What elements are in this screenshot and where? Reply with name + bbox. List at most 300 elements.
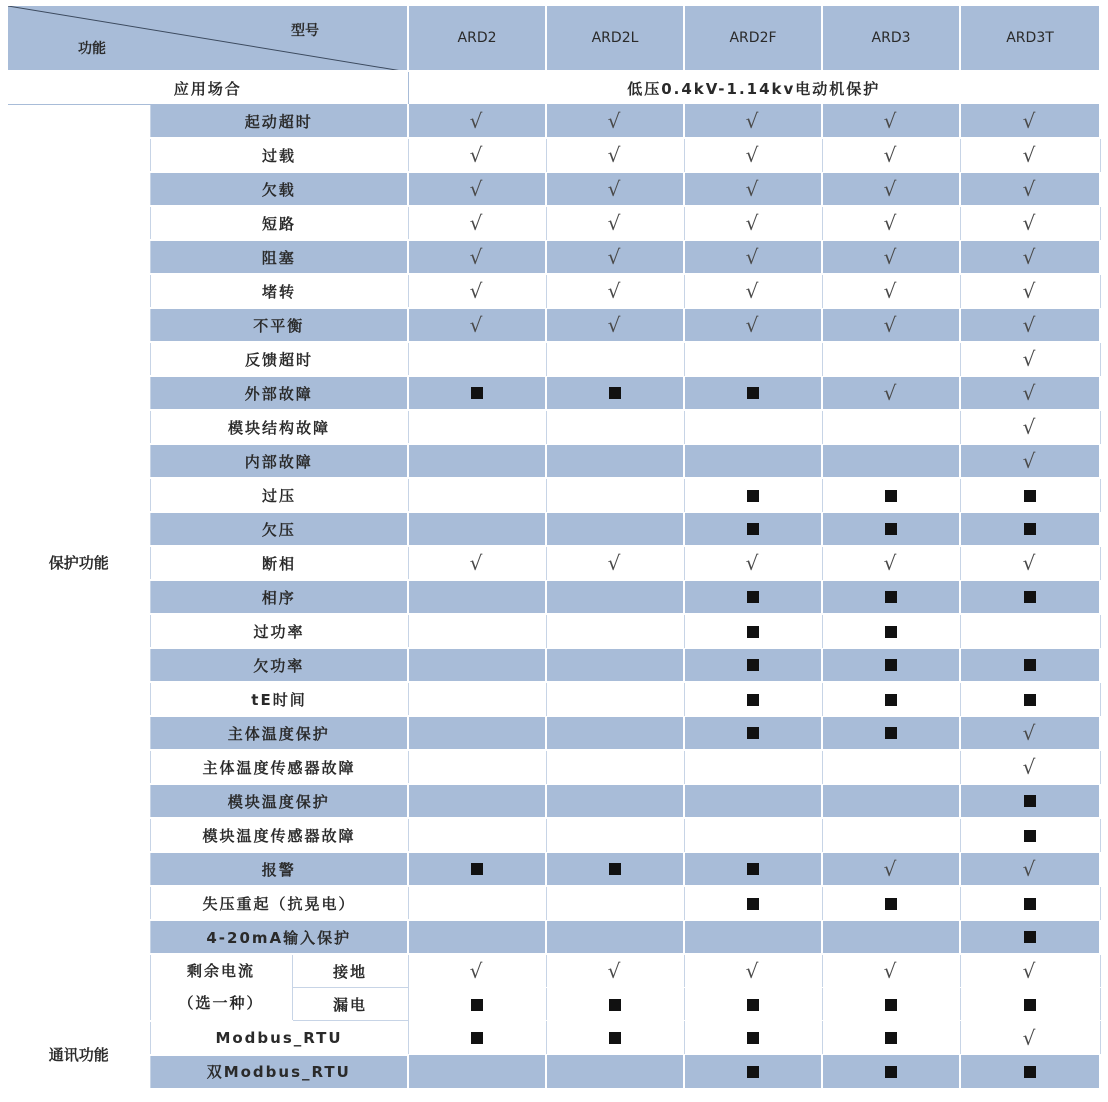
feature-row xyxy=(8,172,1100,206)
feature-label: 4-20mA输入保护 xyxy=(150,920,408,954)
value-cell xyxy=(684,240,822,274)
filled-square-icon xyxy=(1024,795,1036,807)
feature-label: 双Modbus_RTU xyxy=(150,1055,408,1089)
filled-square-icon xyxy=(885,1032,897,1044)
value-cell xyxy=(546,308,684,342)
feature-row xyxy=(8,716,1100,750)
filled-square-icon xyxy=(885,999,897,1011)
value-cell xyxy=(546,750,684,784)
value-cell xyxy=(822,920,960,954)
check-mark-icon: √ xyxy=(745,211,761,236)
value-cell xyxy=(960,1055,1100,1089)
filled-square-icon xyxy=(747,727,759,739)
value-cell xyxy=(822,750,960,784)
value-cell xyxy=(408,444,546,478)
filled-square-icon xyxy=(1024,1066,1036,1078)
value-cell xyxy=(960,342,1100,376)
value-cell xyxy=(408,682,546,716)
value-cell xyxy=(546,512,684,546)
check-mark-icon: √ xyxy=(469,109,485,133)
check-mark-icon: √ xyxy=(745,312,761,337)
value-cell xyxy=(822,172,960,206)
value-cell xyxy=(408,512,546,546)
filled-square-icon xyxy=(471,863,483,875)
feature-row xyxy=(8,444,1100,478)
value-cell xyxy=(822,988,960,1021)
filled-square-icon xyxy=(747,659,759,671)
value-cell xyxy=(822,1021,960,1055)
feature-row xyxy=(8,818,1100,852)
check-mark-icon: √ xyxy=(607,143,623,168)
value-cell xyxy=(684,1021,822,1055)
value-cell xyxy=(546,920,684,954)
check-mark-icon: √ xyxy=(1022,380,1038,405)
check-mark-icon: √ xyxy=(469,211,485,236)
value-cell xyxy=(960,750,1100,784)
feature-label: 漏电 xyxy=(292,988,408,1021)
feature-row xyxy=(8,138,1100,172)
value-cell xyxy=(822,410,960,444)
value-cell xyxy=(408,1055,546,1089)
check-mark-icon: √ xyxy=(1022,279,1038,304)
model-header-ard2: ARD2 xyxy=(408,6,546,71)
feature-row xyxy=(8,1055,1100,1089)
value-cell xyxy=(408,172,546,206)
category-communication: 通讯功能 xyxy=(8,1021,150,1089)
function-comparison-table xyxy=(8,6,1101,1090)
value-cell xyxy=(684,410,822,444)
value-cell xyxy=(408,478,546,512)
value-cell xyxy=(822,614,960,648)
value-cell xyxy=(822,138,960,172)
value-cell xyxy=(960,376,1100,410)
filled-square-icon xyxy=(747,1066,759,1078)
feature-label: tE时间 xyxy=(150,682,408,716)
check-mark-icon: √ xyxy=(469,176,485,201)
filled-square-icon xyxy=(471,1032,483,1044)
value-cell xyxy=(408,308,546,342)
value-cell xyxy=(960,580,1100,614)
check-mark-icon: √ xyxy=(883,143,899,168)
value-cell xyxy=(546,172,684,206)
value-cell xyxy=(684,342,822,376)
feature-label: 失压重起（抗晃电） xyxy=(150,886,408,920)
check-mark-icon: √ xyxy=(745,143,761,168)
model-header-ard3t: ARD3T xyxy=(960,6,1100,71)
value-cell xyxy=(684,580,822,614)
feature-row xyxy=(8,648,1100,682)
check-mark-icon: √ xyxy=(1022,312,1038,337)
application-value: 低压0.4kV-1.14kv电动机保护 xyxy=(408,71,1100,105)
filled-square-icon xyxy=(609,999,621,1011)
value-cell xyxy=(960,920,1100,954)
value-cell xyxy=(684,105,822,139)
feature-label: 主体温度传感器故障 xyxy=(150,750,408,784)
check-mark-icon: √ xyxy=(469,244,485,269)
residual-current-label-line1: 剩余电流 xyxy=(186,962,255,981)
value-cell xyxy=(546,376,684,410)
value-cell xyxy=(546,206,684,240)
check-mark-icon: √ xyxy=(883,244,899,269)
feature-row xyxy=(8,478,1100,512)
value-cell xyxy=(684,750,822,784)
value-cell xyxy=(408,988,546,1021)
feature-label: 反馈超时 xyxy=(150,342,408,376)
filled-square-icon xyxy=(885,727,897,739)
check-mark-icon: √ xyxy=(469,312,485,337)
check-mark-icon: √ xyxy=(883,211,899,236)
value-cell xyxy=(546,274,684,308)
check-mark-icon: √ xyxy=(883,176,899,201)
feature-label: 不平衡 xyxy=(150,308,408,342)
feature-label: 欠载 xyxy=(150,172,408,206)
check-mark-icon: √ xyxy=(883,551,899,576)
feature-label: 报警 xyxy=(150,852,408,886)
header-row xyxy=(8,6,1100,71)
check-mark-icon: √ xyxy=(1022,415,1038,440)
value-cell xyxy=(960,648,1100,682)
residual-current-label xyxy=(150,954,292,1021)
filled-square-icon xyxy=(747,898,759,910)
value-cell xyxy=(408,342,546,376)
value-cell xyxy=(684,274,822,308)
check-mark-icon: √ xyxy=(1022,176,1038,201)
value-cell xyxy=(822,784,960,818)
filled-square-icon xyxy=(1024,999,1036,1011)
value-cell xyxy=(546,784,684,818)
value-cell xyxy=(960,172,1100,206)
feature-row xyxy=(8,274,1100,308)
value-cell xyxy=(546,410,684,444)
value-cell xyxy=(408,206,546,240)
feature-row xyxy=(8,105,1100,139)
feature-row xyxy=(8,920,1100,954)
filled-square-icon xyxy=(885,659,897,671)
value-cell xyxy=(546,105,684,139)
filled-square-icon xyxy=(747,626,759,638)
value-cell xyxy=(960,614,1100,648)
corner-row-label: 功能 xyxy=(78,41,106,57)
feature-label: 断相 xyxy=(150,546,408,580)
feature-row xyxy=(8,546,1100,580)
filled-square-icon xyxy=(885,626,897,638)
check-mark-icon: √ xyxy=(745,244,761,269)
value-cell xyxy=(822,478,960,512)
value-cell xyxy=(408,920,546,954)
feature-label: 短路 xyxy=(150,206,408,240)
model-header-ard3: ARD3 xyxy=(822,6,960,71)
value-cell xyxy=(822,682,960,716)
value-cell xyxy=(960,682,1100,716)
value-cell xyxy=(546,138,684,172)
filled-square-icon xyxy=(885,490,897,502)
check-mark-icon: √ xyxy=(1022,959,1038,983)
check-mark-icon: √ xyxy=(745,959,761,983)
value-cell xyxy=(960,512,1100,546)
value-cell xyxy=(684,784,822,818)
value-cell xyxy=(684,954,822,988)
value-cell xyxy=(822,240,960,274)
check-mark-icon: √ xyxy=(469,143,485,168)
value-cell xyxy=(822,444,960,478)
check-mark-icon: √ xyxy=(607,176,623,201)
feature-row xyxy=(8,308,1100,342)
feature-label: 接地 xyxy=(292,954,408,988)
value-cell xyxy=(408,818,546,852)
model-header-ard2f: ARD2F xyxy=(684,6,822,71)
value-cell xyxy=(960,716,1100,750)
value-cell xyxy=(822,886,960,920)
corner-header-cell xyxy=(8,6,408,71)
value-cell xyxy=(408,138,546,172)
check-mark-icon: √ xyxy=(469,959,485,983)
value-cell xyxy=(408,580,546,614)
check-mark-icon: √ xyxy=(745,176,761,201)
filled-square-icon xyxy=(1024,591,1036,603)
value-cell xyxy=(684,512,822,546)
feature-row xyxy=(8,852,1100,886)
feature-row xyxy=(8,614,1100,648)
value-cell xyxy=(408,410,546,444)
check-mark-icon: √ xyxy=(1022,143,1038,168)
filled-square-icon xyxy=(1024,490,1036,502)
category-protection: 保护功能 xyxy=(8,105,150,1021)
value-cell xyxy=(684,614,822,648)
feature-row xyxy=(8,342,1100,376)
filled-square-icon xyxy=(747,490,759,502)
feature-label: 模块温度传感器故障 xyxy=(150,818,408,852)
filled-square-icon xyxy=(747,999,759,1011)
value-cell xyxy=(546,614,684,648)
feature-row xyxy=(8,410,1100,444)
value-cell xyxy=(408,852,546,886)
value-cell xyxy=(960,546,1100,580)
feature-label: 过载 xyxy=(150,138,408,172)
value-cell xyxy=(684,852,822,886)
check-mark-icon: √ xyxy=(883,856,899,881)
value-cell xyxy=(822,308,960,342)
corner-diagonal-line xyxy=(8,6,408,71)
feature-label: 过功率 xyxy=(150,614,408,648)
corner-col-label: 型号 xyxy=(291,23,320,39)
value-cell xyxy=(546,818,684,852)
filled-square-icon xyxy=(1024,898,1036,910)
application-row xyxy=(8,71,1100,105)
application-label: 应用场合 xyxy=(8,71,408,105)
feature-label: 起动超时 xyxy=(150,105,408,139)
value-cell xyxy=(684,546,822,580)
value-cell xyxy=(960,784,1100,818)
value-cell xyxy=(684,886,822,920)
feature-row xyxy=(8,682,1100,716)
value-cell xyxy=(822,852,960,886)
filled-square-icon xyxy=(885,1066,897,1078)
value-cell xyxy=(546,444,684,478)
check-mark-icon: √ xyxy=(607,959,623,983)
value-cell xyxy=(684,444,822,478)
check-mark-icon: √ xyxy=(1022,448,1038,473)
value-cell xyxy=(960,274,1100,308)
value-cell xyxy=(960,818,1100,852)
value-cell xyxy=(684,920,822,954)
value-cell xyxy=(408,376,546,410)
feature-label: 过压 xyxy=(150,478,408,512)
check-mark-icon: √ xyxy=(1022,244,1038,269)
value-cell xyxy=(822,954,960,988)
value-cell xyxy=(684,1055,822,1089)
model-header-ard2l: ARD2L xyxy=(546,6,684,71)
check-mark-icon: √ xyxy=(1022,347,1038,372)
value-cell xyxy=(408,954,546,988)
feature-label: Modbus_RTU xyxy=(150,1021,408,1055)
feature-row xyxy=(8,954,1100,988)
check-mark-icon: √ xyxy=(607,551,623,576)
feature-row xyxy=(8,784,1100,818)
value-cell xyxy=(684,138,822,172)
value-cell xyxy=(822,716,960,750)
value-cell xyxy=(822,376,960,410)
filled-square-icon xyxy=(747,694,759,706)
filled-square-icon xyxy=(609,387,621,399)
value-cell xyxy=(822,818,960,852)
check-mark-icon: √ xyxy=(469,279,485,304)
filled-square-icon xyxy=(747,523,759,535)
feature-label: 堵转 xyxy=(150,274,408,308)
value-cell xyxy=(408,648,546,682)
feature-label: 阻塞 xyxy=(150,240,408,274)
check-mark-icon: √ xyxy=(607,244,623,269)
value-cell xyxy=(546,478,684,512)
feature-row xyxy=(8,512,1100,546)
value-cell xyxy=(546,1021,684,1055)
value-cell xyxy=(684,682,822,716)
value-cell xyxy=(960,206,1100,240)
value-cell xyxy=(684,206,822,240)
check-mark-icon: √ xyxy=(1022,755,1038,780)
value-cell xyxy=(408,614,546,648)
filled-square-icon xyxy=(1024,659,1036,671)
value-cell xyxy=(408,886,546,920)
filled-square-icon xyxy=(747,863,759,875)
value-cell xyxy=(546,1055,684,1089)
check-mark-icon: √ xyxy=(883,109,899,133)
value-cell xyxy=(822,580,960,614)
filled-square-icon xyxy=(471,999,483,1011)
value-cell xyxy=(546,240,684,274)
value-cell xyxy=(684,716,822,750)
value-cell xyxy=(960,240,1100,274)
filled-square-icon xyxy=(885,694,897,706)
check-mark-icon: √ xyxy=(607,279,623,304)
value-cell xyxy=(546,682,684,716)
filled-square-icon xyxy=(747,591,759,603)
value-cell xyxy=(408,274,546,308)
check-mark-icon: √ xyxy=(883,312,899,337)
value-cell xyxy=(960,410,1100,444)
check-mark-icon: √ xyxy=(883,380,899,405)
value-cell xyxy=(408,105,546,139)
feature-row xyxy=(8,1021,1100,1055)
feature-row xyxy=(8,206,1100,240)
feature-row xyxy=(8,240,1100,274)
filled-square-icon xyxy=(747,1032,759,1044)
check-mark-icon: √ xyxy=(607,211,623,236)
check-mark-icon: √ xyxy=(745,551,761,576)
value-cell xyxy=(684,308,822,342)
feature-label: 内部故障 xyxy=(150,444,408,478)
value-cell xyxy=(960,1021,1100,1055)
feature-label: 主体温度保护 xyxy=(150,716,408,750)
value-cell xyxy=(960,478,1100,512)
value-cell xyxy=(546,954,684,988)
value-cell xyxy=(408,716,546,750)
filled-square-icon xyxy=(747,387,759,399)
filled-square-icon xyxy=(1024,523,1036,535)
value-cell xyxy=(822,342,960,376)
filled-square-icon xyxy=(885,591,897,603)
check-mark-icon: √ xyxy=(1022,856,1038,881)
value-cell xyxy=(960,138,1100,172)
check-mark-icon: √ xyxy=(1022,1025,1038,1050)
filled-square-icon xyxy=(471,387,483,399)
value-cell xyxy=(684,376,822,410)
feature-label: 欠压 xyxy=(150,512,408,546)
filled-square-icon xyxy=(1024,694,1036,706)
check-mark-icon: √ xyxy=(745,279,761,304)
filled-square-icon xyxy=(1024,830,1036,842)
value-cell xyxy=(822,546,960,580)
value-cell xyxy=(960,105,1100,139)
value-cell xyxy=(960,852,1100,886)
check-mark-icon: √ xyxy=(607,312,623,337)
value-cell xyxy=(822,512,960,546)
value-cell xyxy=(822,648,960,682)
filled-square-icon xyxy=(609,1032,621,1044)
value-cell xyxy=(822,206,960,240)
value-cell xyxy=(408,750,546,784)
value-cell xyxy=(822,105,960,139)
value-cell xyxy=(408,1021,546,1055)
value-cell xyxy=(684,478,822,512)
check-mark-icon: √ xyxy=(883,959,899,983)
feature-row xyxy=(8,750,1100,784)
value-cell xyxy=(546,852,684,886)
feature-label: 模块结构故障 xyxy=(150,410,408,444)
filled-square-icon xyxy=(1024,931,1036,943)
feature-row xyxy=(8,886,1100,920)
value-cell xyxy=(822,274,960,308)
value-cell xyxy=(546,546,684,580)
check-mark-icon: √ xyxy=(1022,551,1038,576)
value-cell xyxy=(960,444,1100,478)
feature-label: 模块温度保护 xyxy=(150,784,408,818)
filled-square-icon xyxy=(885,523,897,535)
value-cell xyxy=(684,988,822,1021)
check-mark-icon: √ xyxy=(745,109,761,133)
value-cell xyxy=(546,988,684,1021)
filled-square-icon xyxy=(885,898,897,910)
value-cell xyxy=(546,648,684,682)
check-mark-icon: √ xyxy=(469,551,485,576)
feature-label: 欠功率 xyxy=(150,648,408,682)
check-mark-icon: √ xyxy=(1022,211,1038,236)
value-cell xyxy=(408,784,546,818)
feature-label: 外部故障 xyxy=(150,376,408,410)
residual-current-label-line2: （选一种） xyxy=(178,994,264,1013)
value-cell xyxy=(408,240,546,274)
feature-row xyxy=(8,376,1100,410)
value-cell xyxy=(546,886,684,920)
